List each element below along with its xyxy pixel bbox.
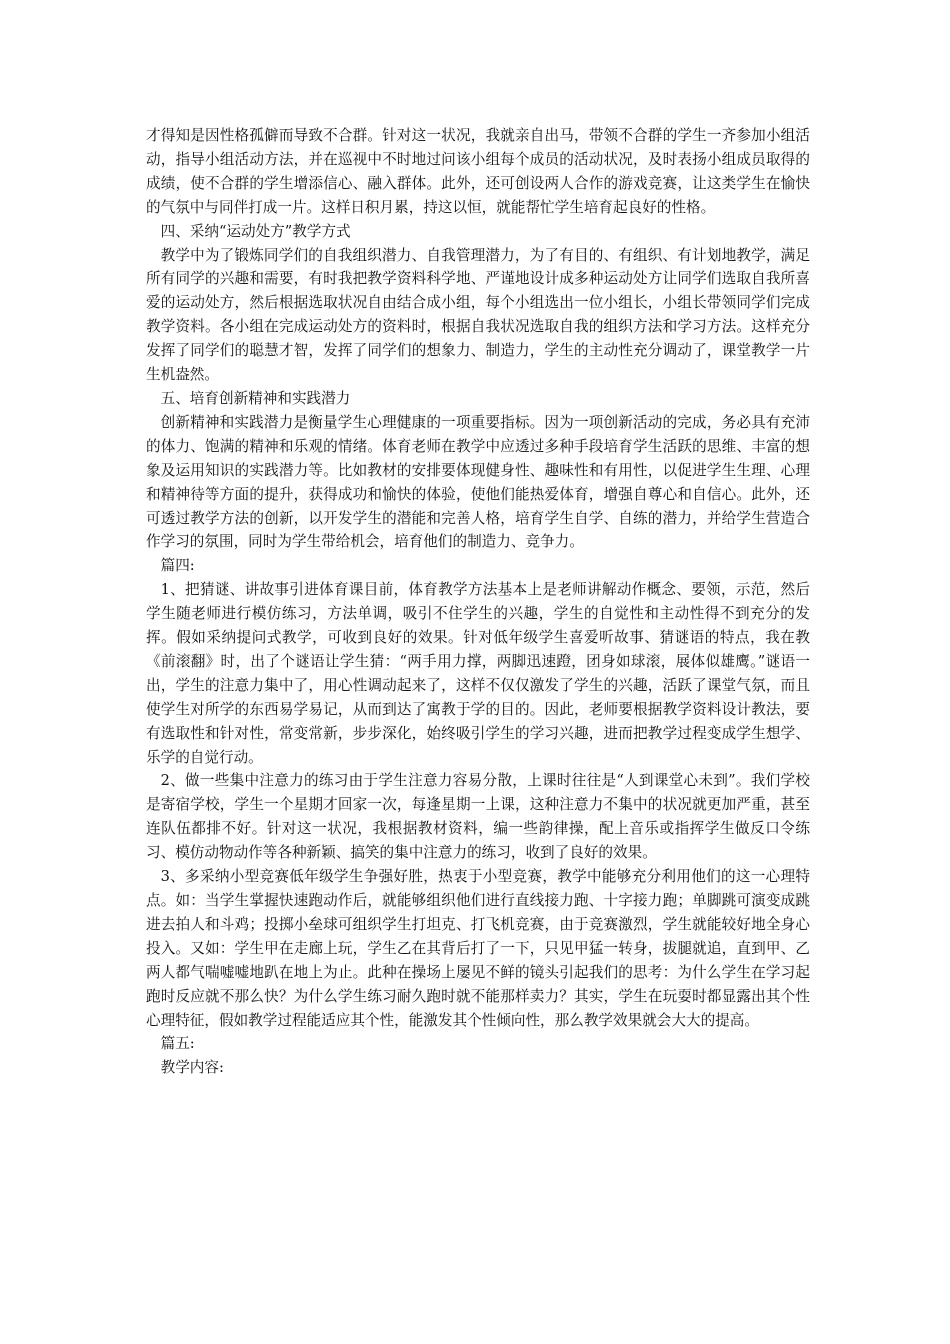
paragraph-competition: 3、多采纳小型竞赛低年级学生争强好胜，热衷于小型竞赛，教学中能够充分利用他们的这一心理特点。如：当学生掌握快速跑动作后，就能够组织他们进行直线接力跑、十字接力跑；单脚跳可演变成跳进去拍人和斗鸡；投掷小垒球可组织学生打坦克、打飞机竞赛，由于竞赛激烈，学生就能较好地全身心投入。又如：学生甲在走廊上玩，学生乙在其背后打了一下，只见甲猛一转身，拔腿就追，直到甲、乙两人都气喘嘘嘘地趴在地上为止。此种在操场上屡见不鲜的镜头引起我们的思考：为什么学生在学习起跑时反应就不那么快？为什么学生练习耐久跑时就不能那样卖力？其实，学生在玩耍时都显露出其个性心理特征，假如教学过程能适应其个性，能激发其个性倾向性，那么教学效果就会大大的提高。 [146,868,810,1029]
paragraph-innovation: 创新精神和实践潜力是衡量学生心理健康的一项重要指标。因为一项创新活动的完成，务必具有充沛的体力、饱满的精神和乐观的情绪。体育老师在教学中应透过多种手段培育学生活跃的思维、丰富的想象及运用知识的实践潜力等。比如教材的安排要体现健身性、趣味性和有用性，以促进学生生理、心理和精神待等方面的提升，获得成功和愉快的体验，使他们能热爱体育，增强自尊心和自信心。此外，还可透过教学方法的创新，以开发学生的潜能和完善人格，培育学生自学、自练的潜力，并给学生营造合作学习的氛围，同时为学生带给机会，培育他们的制造力、竞争力。 [146,413,810,551]
document-body [146,124,810,1080]
paragraph-riddles: 1、把猜谜、讲故事引进体育课目前，体育教学方法基本上是老师讲解动作概念、要领，示范，然后学生随老师进行模仿练习，方法单调，吸引不住学生的兴趣，学生的自觉性和主动性得不到充分的发挥。假如采纳提问式教学，可收到良好的效果。针对低年级学生喜爱听故事、猜谜语的特点，我在教《前滚翻》时，出了个谜语让学生猜：“两手用力撑，两脚迅速蹬，团身如球滚，展体似雄鹰。”谜语一出，学生的注意力集中了，用心性调动起来了，这样不仅仅激发了学生的兴趣，活跃了课堂气氛，而且使学生对所学的东西易学易记，从而到达了寓教于学的目的。因此，老师要根据教学资料设计教法，要有选取性和针对性，常变常新，步步深化，始终吸引学生的学习兴趣，进而把教学过程变成学生想学、乐学的自觉行动。 [146,581,810,766]
article-heading-five: 篇五: [160,1035,195,1053]
teaching-content-label: 教学内容: [160,1059,224,1077]
section-heading-five: 五、培育创新精神和实践潜力 [160,389,351,407]
paragraph-attention: 2、做一些集中注意力的练习由于学生注意力容易分散，上课时往往是“人到课堂心未到”。我们学校是寄宿学校，学生一个星期才回家一次，每逢星期一上课，这种注意力不集中的状况就更加严重，甚至连队伍都排不好。针对这一状况，我根据教材资料，编一些韵律操，配上音乐或指挥学生做反口令练习、模仿动物动作等各种新颖、搞笑的集中注意力的练习，收到了良好的效果。 [146,772,810,862]
article-heading-four: 篇四: [160,557,195,575]
section-heading-four: 四、采纳“运动处方”教学方式 [160,222,351,240]
paragraph-exercise-prescription: 教学中为了锻炼同学们的自我组织潜力、自我管理潜力，为了有目的、有组织、有计划地教学，满足所有同学的兴趣和需要，有时我把教学资料科学地、严谨地设计成多种运动处方让同学们选取自我所喜爱的运动处方，然后根据选取状况自由结合成小组，每个小组选出一位小组长，小组长带领同学们完成教学资料。各小组在完成运动处方的资料时，根据自我状况选取自我的组织方法和学习方法。这样充分发挥了同学们的聪慧才智，发挥了同学们的想象力、制造力，学生的主动性充分调动了，课堂教学一片生机盎然。 [146,246,810,384]
paragraph-continued: 才得知是因性格孤僻而导致不合群。针对这一状况，我就亲自出马，带领不合群的学生一齐参加小组活动，指导小组活动方法，并在巡视中不时地过问该小组每个成员的活动状况，及时表扬小组成员取得的成绩，使不合群的学生增添信心、融入群体。此外，还可创设两人合作的游戏竞赛，让这类学生在愉快的气氛中与同伴打成一片。这样日积月累，持这以恒，就能帮忙学生培育起良好的性格。 [146,127,810,216]
